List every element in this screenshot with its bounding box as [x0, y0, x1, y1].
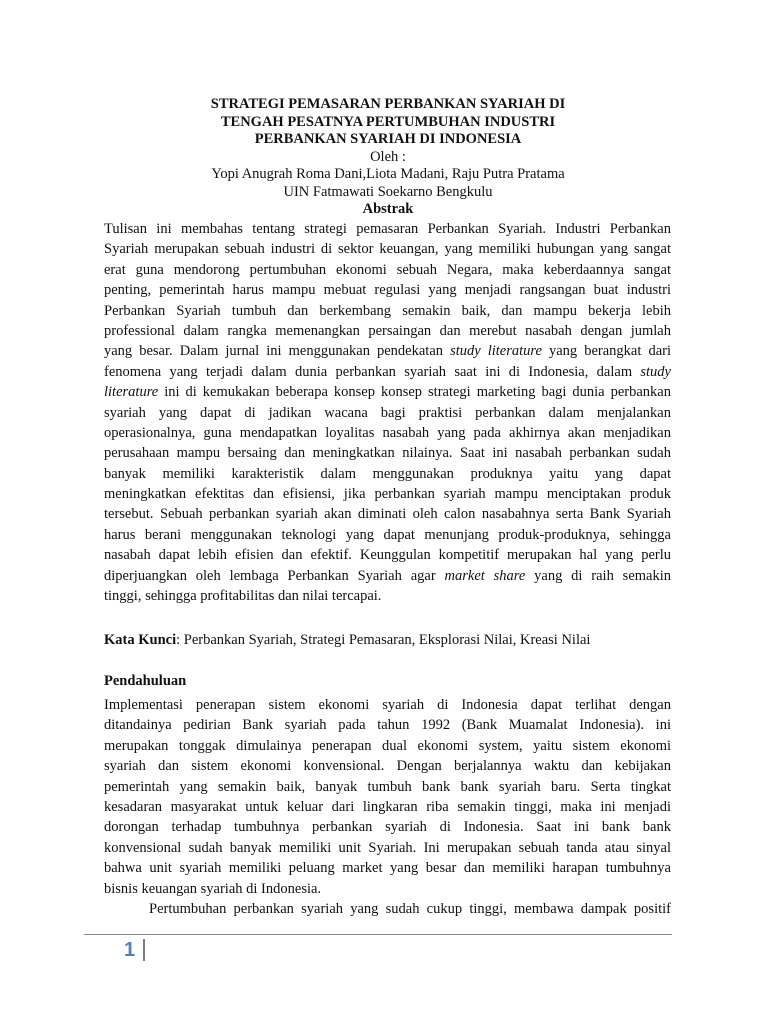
abstract-line	[104, 382, 671, 402]
abstract-line	[104, 484, 671, 504]
abstract-line	[104, 586, 671, 606]
keywords-label: Kata Kunci	[104, 632, 177, 648]
title-line: PERBANKAN SYARIAH DI INDONESIA	[254, 131, 522, 147]
abstract-text: harus berani menggunakan teknologi yang dapat menunjang produk-produknya, sehingga	[104, 526, 671, 543]
abstract-text: yang di raih semakin	[525, 567, 671, 584]
abstract-text: ini di kemukakan beberapa konsep konsep strategi marketing bagi dunia perbankan	[158, 384, 671, 401]
abstract-text: meningkatkan efektitas dan efisiensi, jika perbankan syariah mampu menciptakan produk	[104, 486, 671, 503]
italic-term: study	[640, 363, 671, 380]
abstract-line	[104, 260, 671, 280]
abstract-line	[104, 423, 671, 443]
abstract-line	[104, 301, 671, 321]
abstract-text: yang besar. Dalam jurnal ini menggunakan pendekatan	[104, 343, 451, 360]
abstract-text: Syariah merupakan sebuah industri di sektor keuangan, yang memiliki hubungan yang sangat	[104, 241, 671, 258]
abstract-text: perusahaan mampu bersaing dan meningkatkan nilainya. Saat ini nasabah perbankan sudah	[104, 445, 671, 462]
intro-line: pemerintah yang semakin baik, banyak tumbuh bank bank syariah baru. Serta tingkat	[104, 778, 671, 795]
title-line: STRATEGI PEMASARAN PERBANKAN SYARIAH DI	[210, 96, 566, 112]
abstract-text: operasionalnya, guna mendapatkan loyalitas nasabah yang pada akhirnya akan menjadikan	[104, 424, 671, 441]
intro-line: syariah dan sistem ekonomi konvensional. Dengan berjalannya waktu dan kebijakan	[104, 758, 671, 775]
abstract-text: diperjuangkan oleh lembaga Perbankan Syariah agar	[104, 567, 445, 584]
abstract-line	[104, 566, 671, 586]
intro-next-paragraph	[104, 899, 671, 919]
abstract-text: penting, pemerintah harus mampu mebuat regulasi yang menjadi rangsangan buat industri	[104, 282, 671, 299]
abstract-line	[104, 443, 671, 463]
abstract-text: nasabah dapat lebih efisien dan efektif. Keunggulan kompetitif merupakan hal yang perlu	[104, 547, 671, 564]
paragraph-line: Pertumbuhan perbankan syariah yang sudah cukup tinggi, membawa dampak positif	[149, 901, 671, 917]
intro-line: kesadaran masyarakat untuk keluar dari lingkaran riba semakin tinggi, maka ini menjadi	[104, 798, 671, 815]
keywords-text: : Perbankan Syariah, Strategi Pemasaran, Eksplorasi Nilai, Kreasi Nilai	[176, 632, 591, 648]
abstract-line	[104, 504, 671, 524]
abstract-line	[104, 464, 671, 484]
page-number: 1	[124, 939, 136, 961]
italic-term: study literature	[450, 343, 542, 360]
intro-line: ditandainya pedirian Bank syariah pada tahun 1992 (Bank Muamalat Indonesia). ini	[104, 717, 671, 734]
authors: Yopi Anugrah Roma Dani,Liota Madani, Raju Putra Pratama	[211, 166, 565, 182]
abstract-line	[104, 341, 671, 361]
abstract-text: yang berangkat dari	[541, 343, 671, 360]
abstract-line	[104, 219, 671, 239]
oleh-label: Oleh :	[370, 148, 406, 165]
abstract-line	[104, 525, 671, 545]
abstract-heading: Abstrak	[362, 201, 414, 217]
abstract-text: fenomena yang terjadi dalam dunia perbankan syariah saat ini di Indonesia, dalam	[104, 363, 641, 380]
abstract-text: banyak memiliki karakteristik dalam menggunakan produknya yaitu yang dapat	[104, 465, 671, 482]
paper-title	[104, 96, 672, 149]
italic-term: market share	[444, 567, 526, 584]
abstract-line	[104, 403, 671, 423]
abstract-line	[104, 321, 671, 341]
abstract-text: erat guna mendorong pertumbuhan ekonomi sebuah Negara, maka keberdaannya sangat	[104, 261, 671, 278]
intro-line: dorongan terhadap tumbuhnya perbankan syariah di Indonesia. Saat ini bank bank	[104, 819, 671, 836]
intro-line: merupakan tonggak dimulainya penerapan dual ekonomi system, yaitu sistem ekonomi	[104, 737, 671, 754]
intro-line: Implementasi penerapan sistem ekonomi syariah di Indonesia dapat terlihat dengan	[104, 697, 671, 713]
page-number-bar	[143, 939, 145, 961]
title-line: TENGAH PESATNYA PERTUMBUHAN INDUSTRI	[220, 113, 556, 130]
abstract-body	[104, 219, 671, 606]
intro-line: bisnis keuangan syariah di Indonesia.	[104, 880, 322, 897]
italic-term: literature	[104, 384, 159, 401]
abstract-line	[104, 280, 671, 300]
intro-line: bahwa unit syariah memiliki peluang market yang besar dan memiliki harapan tumbuhnya	[104, 860, 671, 877]
abstract-text: tinggi, sehingga profitabilitas dan nilai tercapai.	[104, 588, 382, 605]
abstract-line	[104, 362, 671, 382]
affiliation: UIN Fatmawati Soekarno Bengkulu	[283, 183, 493, 200]
footer-rule	[84, 934, 672, 935]
abstract-text: Perbankan Syariah tumbuh dan berkembang semakin baik, dan mampu bekerja lebih	[104, 302, 671, 319]
abstract-text: professional dalam rangka memenangkan persaingan dan merebut nasabah dengan jumlah	[104, 322, 671, 339]
abstract-text: Tulisan ini membahas tentang strategi pemasaran Perbankan Syariah. Industri Perbankan	[104, 221, 671, 237]
title-block	[104, 96, 672, 219]
abstract-line	[104, 239, 671, 259]
abstract-text: tersebut. Sebuah perbankan syariah akan diminati oleh calon nasabahnya serta Bank Syariah	[104, 506, 671, 523]
abstract-line	[104, 545, 671, 565]
intro-line: konvensional sudah banyak memiliki unit Syariah. Ini merupakan sebuah tanda atau sinyal	[104, 839, 671, 856]
abstract-text: syariah yang dapat di jadikan wacana bagi praktisi perbankan dalam menjalankan	[104, 404, 671, 421]
keywords	[104, 630, 590, 650]
intro-body	[104, 695, 671, 899]
intro-heading: Pendahuluan	[104, 673, 187, 689]
